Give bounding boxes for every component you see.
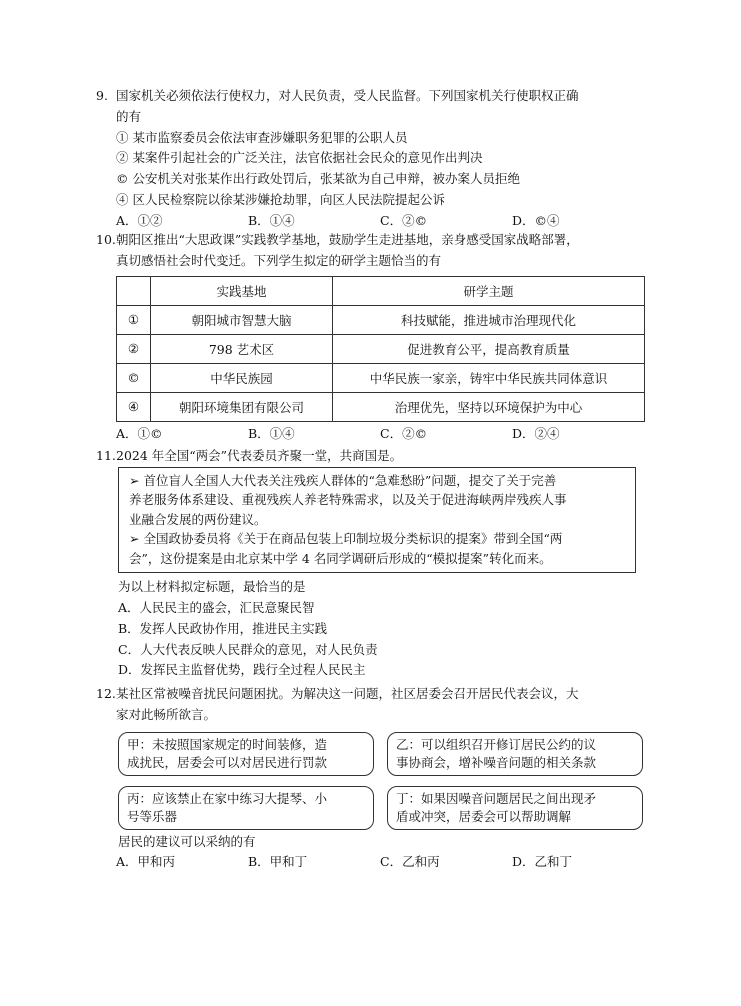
material-line: ➢ 全国政协委员将《关于在商品包装上印制垃圾分类标识的提案》带到全国“两 <box>129 531 563 547</box>
statement-item: ① 某市监察委员会依法审查涉嫌职务犯罪的公职人员 <box>116 129 408 145</box>
table-cell: 朝阳环境集团有限公司 <box>151 392 333 421</box>
option-c[interactable]: C．②© <box>380 212 428 228</box>
question-prompt: 居民的建议可以采纳的有 <box>118 833 256 849</box>
table-row <box>117 334 645 363</box>
option-c[interactable]: C．乙和丙 <box>380 854 440 870</box>
table-row <box>117 305 645 334</box>
table-cell: 科技赋能，推进城市治理现代化 <box>333 305 645 334</box>
table-header-row <box>117 276 645 305</box>
opinion-bubbles <box>118 732 648 832</box>
table-header-cell: 研学主题 <box>333 276 645 305</box>
question-number: 10. <box>96 232 116 247</box>
table-cell: 中华民族一家亲，铸牢中华民族共同体意识 <box>333 363 645 392</box>
table-row <box>117 392 645 421</box>
statement-item: ② 某案件引起社会的广泛关注，法官依据社会民众的意见作出判决 <box>116 150 483 166</box>
option-b[interactable]: B．①④ <box>248 425 295 441</box>
statement-item: ④ 区人民检察院以徐某涉嫌抢劫罪，向区人民法院提起公诉 <box>116 191 445 207</box>
option-d[interactable]: D．②④ <box>512 425 560 441</box>
option-d[interactable]: D．乙和丁 <box>512 854 573 870</box>
option-a[interactable]: A．人民民主的盛会，汇民意聚民智 <box>118 600 315 616</box>
option-a[interactable]: A．①② <box>116 212 163 228</box>
opinion-jia: 甲：未按照国家规定的时间装修，造 成扰民，居委会可以对居民进行罚款 <box>118 732 374 776</box>
option-b[interactable]: B．①④ <box>248 212 295 228</box>
option-c[interactable]: C．②© <box>380 425 428 441</box>
opinion-bing: 丙：应该禁止在家中练习大提琴、小 号等乐器 <box>118 786 374 830</box>
question-stem: 朝阳区推出“大思政课”实践教学基地，鼓励学生走进基地，亲身感受国家战略部署， <box>116 232 579 247</box>
material-line: 业融合发展的两份建议。 <box>129 511 267 527</box>
question-10 <box>96 230 646 444</box>
table-cell: 促进教育公平，提高教育质量 <box>333 334 645 363</box>
table-cell: ④ <box>117 392 151 421</box>
table-row <box>117 363 645 392</box>
material-line: 会”，这份提案是由北京某中学 4 名同学调研后形成的“模拟提案”转化而来。 <box>129 550 552 566</box>
answer-options <box>96 852 646 872</box>
table-cell: ② <box>117 334 151 363</box>
answer-options <box>96 424 646 444</box>
option-c[interactable]: C．人大代表反映人民群众的意见，对人民负责 <box>118 641 378 657</box>
option-b[interactable]: B．发挥人民政协作用，推进民主实践 <box>118 620 328 636</box>
option-a[interactable]: A．甲和丙 <box>116 854 176 870</box>
table-cell: © <box>117 363 151 392</box>
answer-options <box>96 211 646 231</box>
material-line: 养老服务体系建设、重视残疾人养老特殊需求，以及关于促进海峡两岸残疾人事 <box>129 492 567 508</box>
table-cell: 治理优先，坚持以环境保护为中心 <box>333 392 645 421</box>
question-9 <box>96 86 646 231</box>
question-stem-cont: 家对此畅所欲言。 <box>116 706 217 722</box>
question-number: 11. <box>96 448 116 463</box>
question-11 <box>96 446 646 681</box>
material-box <box>118 467 636 574</box>
material-line: ➢ 首位盲人全国人大代表关注残疾人群体的“急难愁盼”问题，提交了关于完善 <box>129 472 557 488</box>
statement-item: © 公安机关对张某作出行政处罚后，张某欲为自己申辩，被办案人员拒绝 <box>116 171 520 187</box>
question-number: 12. <box>96 686 116 701</box>
table-cell: ① <box>117 305 151 334</box>
opinion-ding: 丁：如果因噪音问题居民之间出现矛 盾或冲突，居委会可以帮助调解 <box>387 786 643 830</box>
question-stem: 某社区常被噪音扰民问题困扰。为解决这一问题，社区居委会召开居民代表会议，大 <box>116 686 579 701</box>
table-cell: 中华民族园 <box>151 363 333 392</box>
question-stem-cont: 真切感悟社会时代变迁。下列学生拟定的研学主题恰当的有 <box>116 252 442 268</box>
question-stem: 2024 年全国“两会”代表委员齐聚一堂，共商国是。 <box>116 448 403 463</box>
option-d[interactable]: D．发挥民主监督优势，践行全过程人民民主 <box>118 662 366 678</box>
option-b[interactable]: B．甲和丁 <box>248 854 308 870</box>
question-number: 9. <box>96 88 108 103</box>
option-a[interactable]: A．①© <box>116 425 163 441</box>
question-12 <box>96 684 646 872</box>
research-topic-table <box>116 276 645 422</box>
option-d[interactable]: D．©④ <box>512 212 560 228</box>
table-header-cell <box>117 276 151 305</box>
question-stem-cont: 的有 <box>116 108 142 124</box>
question-stem: 国家机关必须依法行使权力，对人民负责，受人民监督。下列国家机关行使职权正确 <box>116 88 579 103</box>
table-cell: 朝阳城市智慧大脑 <box>151 305 333 334</box>
table-header-cell: 实践基地 <box>151 276 333 305</box>
table-cell: 798 艺术区 <box>151 334 333 363</box>
opinion-yi: 乙：可以组织召开修订居民公约的议 事协商会，增补噪音问题的相关条款 <box>387 732 643 776</box>
question-prompt: 为以上材料拟定标题，最恰当的是 <box>118 579 306 595</box>
